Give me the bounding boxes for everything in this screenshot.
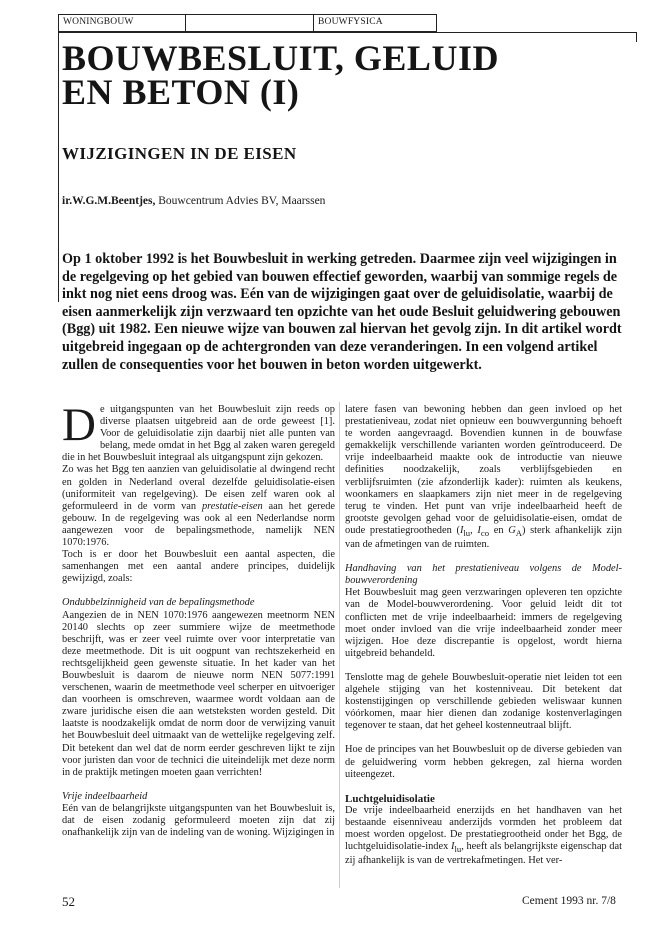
symbol-subscript: co [480, 528, 490, 539]
paragraph-text: aan het gerede gebouw. In de regelgeving was ook al een Nederlandse norm aangewezen voor de bepalingsmethode, namelijk NEN 1070:1976. [62, 500, 336, 549]
article-subtitle: WIJZIGINGEN IN DE EISEN [62, 144, 297, 163]
drop-cap: D [62, 399, 96, 451]
paragraph-text: , heeft als belangrijkste eigenschap dat zij afhankelijk is van de vertrekafmetingen. Het ver- [345, 841, 622, 867]
paragraph: latere fasen van bewoning hebben dan geen invloed op het prestatieniveau, zodat niet opnieuw een bouwvergunning behoeft te worden aangevraagd. Bovendien kunnen in de bouwfase gemakkelijk verschillende varianten worden geïntroduceerd. De vrije indeelbaarheid maakte ook de introductie van nieuwe definities noodzakelijk, zoals verblijfsgebieden en verblijfsruimten (zie afzonderlijk kader): ruimten als keukens, woonkamers en slaapkamers zijn niet meer in de regelgeving terug te vinden. Het punt van vrije indeelbaarheid heeft de grootste gevolgen gehad voor de geluidisolatie-eisen, omdat de oude prestatiegrootheden ($I_{lu}$, $I_{co}$ en $G_A$) sterk afhankelijk zijn van de afmetingen van de ruimten. [345, 404, 622, 551]
body-column-right [345, 404, 622, 867]
title-line-2: EN BETON (I) [62, 72, 300, 112]
author-line [62, 195, 325, 207]
paragraph [345, 805, 622, 868]
section-header [58, 14, 437, 32]
paragraph: Het Bouwbesluit mag geen verzwaringen opleveren ten opzichte van de Model-bouwverordening. Voor geluid leidt dit tot conflicten met de vrije indeelbaarheid: immers de regelgeving moet onder invloed van die vrije indeelbaarheid zonder meer wijzigen. Hoe deze discrepantie is opgelost, wordt hierna uitgebreid behandeld. [345, 587, 622, 659]
paragraph: Tenslotte mag de gehele Bouwbesluit-operatie niet leiden tot een algehele stijging van het kostenniveau. Dit betekent dat kostenstijgingen op verschillende gebieden weliswaar kunnen vóórkomen, maar hier dienen dan zodanige kostenverlagingen tegenover te staan, dat het geheel kostenneutraal blijft. [345, 671, 622, 732]
body-column-left [62, 399, 336, 839]
author-name: ir.W.G.M.Beentjes, [62, 195, 156, 207]
paragraph: Aangezien de in NEN 1070:1976 aangewezen meetnorm NEN 20140 slechts op zeer summiere wijze de meetmethode beschrijft, was er zeer veel ruimte over voor interpretatie van deze meetmethode. Dit is uit oogpunt van rechtszekerheid en rechtsgelijkheid geen gewenste situatie. In het kader van het Bouwbesluit is daarom de nieuwe norm NEN 5077:1991 verschenen, waarin de meetmethode veel scherper en uitvoeriger dan voorheen is omschreven, waarmee wordt voldaan aan de zware juridische eisen die aan wetsteksten worden gesteld. Dit laatste is noodzakelijk omdat de norm door de verwijzing vanuit het Bouwbesluit deel uitmaakt van de wettelijke regelgeving zelf. Dit betekent dan wel dat de norm eerder geschreven lijkt te zijn voor juristen dan voor de technici die uiteindelijk met deze norm in de praktijk metingen moeten gaan verrichten! [62, 609, 335, 778]
subheading: Ondubbelzinnigheid van de bepalingsmethode [62, 597, 255, 609]
paragraph [62, 399, 335, 464]
symbol: I [459, 524, 464, 536]
section-header-spacer [186, 15, 314, 31]
symbol-subscript: lu [454, 844, 462, 855]
column-divider [339, 402, 340, 888]
journal-footer: Cement 1993 nr. 7/8 [522, 895, 616, 907]
title-line-1: BOUWBESLUIT, GELUID [62, 38, 499, 78]
paragraph-text: en [489, 524, 509, 536]
subheading: Handhaving van het prestatieniveau volgens de Model-bouwverordening [345, 563, 622, 587]
paragraph [62, 464, 335, 549]
subheading: Luchtgeluidisolatie [345, 792, 435, 805]
paragraph-text: Zo was het Bgg ten aanzien van geluidisolatie al dwingend recht en golden in Nederland overal dezelfde geluidisolatie-eisen (uniformiteit van regelgeving). De eisen zelf waren ook al geformuleerd in de vorm van [62, 464, 335, 512]
emphasis-text: prestatie-eisen [201, 500, 263, 512]
section-label-right: BOUWFYSICA [318, 17, 383, 27]
paragraph-text: e uitgangspunten van het Bouwbesluit zijn reeds op diverse plaatsen uitgebreid aan de orde geweest [1]. Voor de geluidisolatie zijn daarbij niet alle punten van belang, mede omdat in het Bgg al zaken waren geregeld die in het Bouwbesluit integraal als uitgangspunt zijn gekozen. [62, 404, 335, 464]
paragraph-text: De vrije indeelbaarheid enerzijds en het handhaven van het bestaande eisenniveau anderzijds vormden het probleem dat moest worden opgelost. De prestatiegrootheid onder het Bgg, de luchtgeluidisolatie-index [345, 804, 622, 853]
paragraph: Hoe de principes van het Bouwbesluit op de diverse gebieden van de geluidwering vorm hebben gekregen, zal hierna worden uiteengezet. [345, 744, 622, 780]
symbol: I [477, 524, 481, 536]
paragraph: Eén van de belangrijkste uitgangspunten van het Bouwbesluit is, dat de eisen zodanig geformuleerd moeten zijn dat zij onafhankelijk zijn van de indeling van de woning. Wijzigingen in [62, 802, 335, 839]
symbol: G [508, 524, 516, 536]
section-label-left: WONINGBOUW [59, 15, 186, 31]
page-number: 52 [62, 894, 75, 909]
lead-paragraph: Op 1 oktober 1992 is het Bouwbesluit in werking getreden. Daarmee zijn veel wijzigingen in de regelgeving op het gebied van bouwen effectief geworden, waarbij van sommige regels de inkt nog niet eens droog was. Eén van de wijzigingen gaat over de geluidisolatie, waarbij de eisen aanmerkelijk zijn verzwaard ten opzichte van het oude Besluit geluidwering gebouwen (Bgg) uit 1982. Een nieuwe wijze van bouwen zal hiervan het gevolg zijn. In dit artikel wordt uitgebreid ingegaan op de achtergronden van deze veranderingen. In een volgend artikel zullen de consequenties voor het bouwen in beton worden uitgewerkt. [62, 251, 622, 373]
paragraph-text: latere fasen van bewoning hebben dan geen invloed op het prestatieniveau, zodat niet opnieuw een bouwvergunning behoeft te worden aangevraagd. Bovendien kunnen in de bouwfase gemakkelijk verschillende varianten worden geïntroduceerd. De vrije indeelbaarheid maakte ook de introductie van nieuwe definities noodzakelijk, zoals verblijfsgebieden en verblijfsruimten (zie afzonderlijk kader): ruimten als keukens, woonkamers en slaapkamers zijn niet meer in de regelgeving terug te vinden. Het punt van vrije indeelbaarheid heeft de grootste gevolgen gehad voor de geluidisolatie-eisen, omdat de oude prestatiegrootheden ( [345, 404, 622, 536]
frame-rule-right [636, 32, 637, 42]
author-affiliation: Bouwcentrum Advies BV, Maarssen [155, 195, 326, 207]
subheading: Vrije indeelbaarheid [62, 790, 148, 802]
paragraph: Toch is er door het Bouwbesluit een aantal aspecten, die samenhangen met een aantal andere principes, duidelijk gewijzigd, zoals: [62, 549, 335, 585]
paragraph-text: ) sterk afhankelijk zijn van de afmetingen van de ruimten. [345, 524, 622, 551]
article-title [62, 38, 622, 112]
symbol-subscript: A [515, 528, 522, 539]
symbol-subscript: lu [463, 528, 471, 539]
frame-rule-top [58, 32, 637, 33]
symbol: I [450, 841, 455, 853]
frame-rule-left [58, 32, 59, 302]
